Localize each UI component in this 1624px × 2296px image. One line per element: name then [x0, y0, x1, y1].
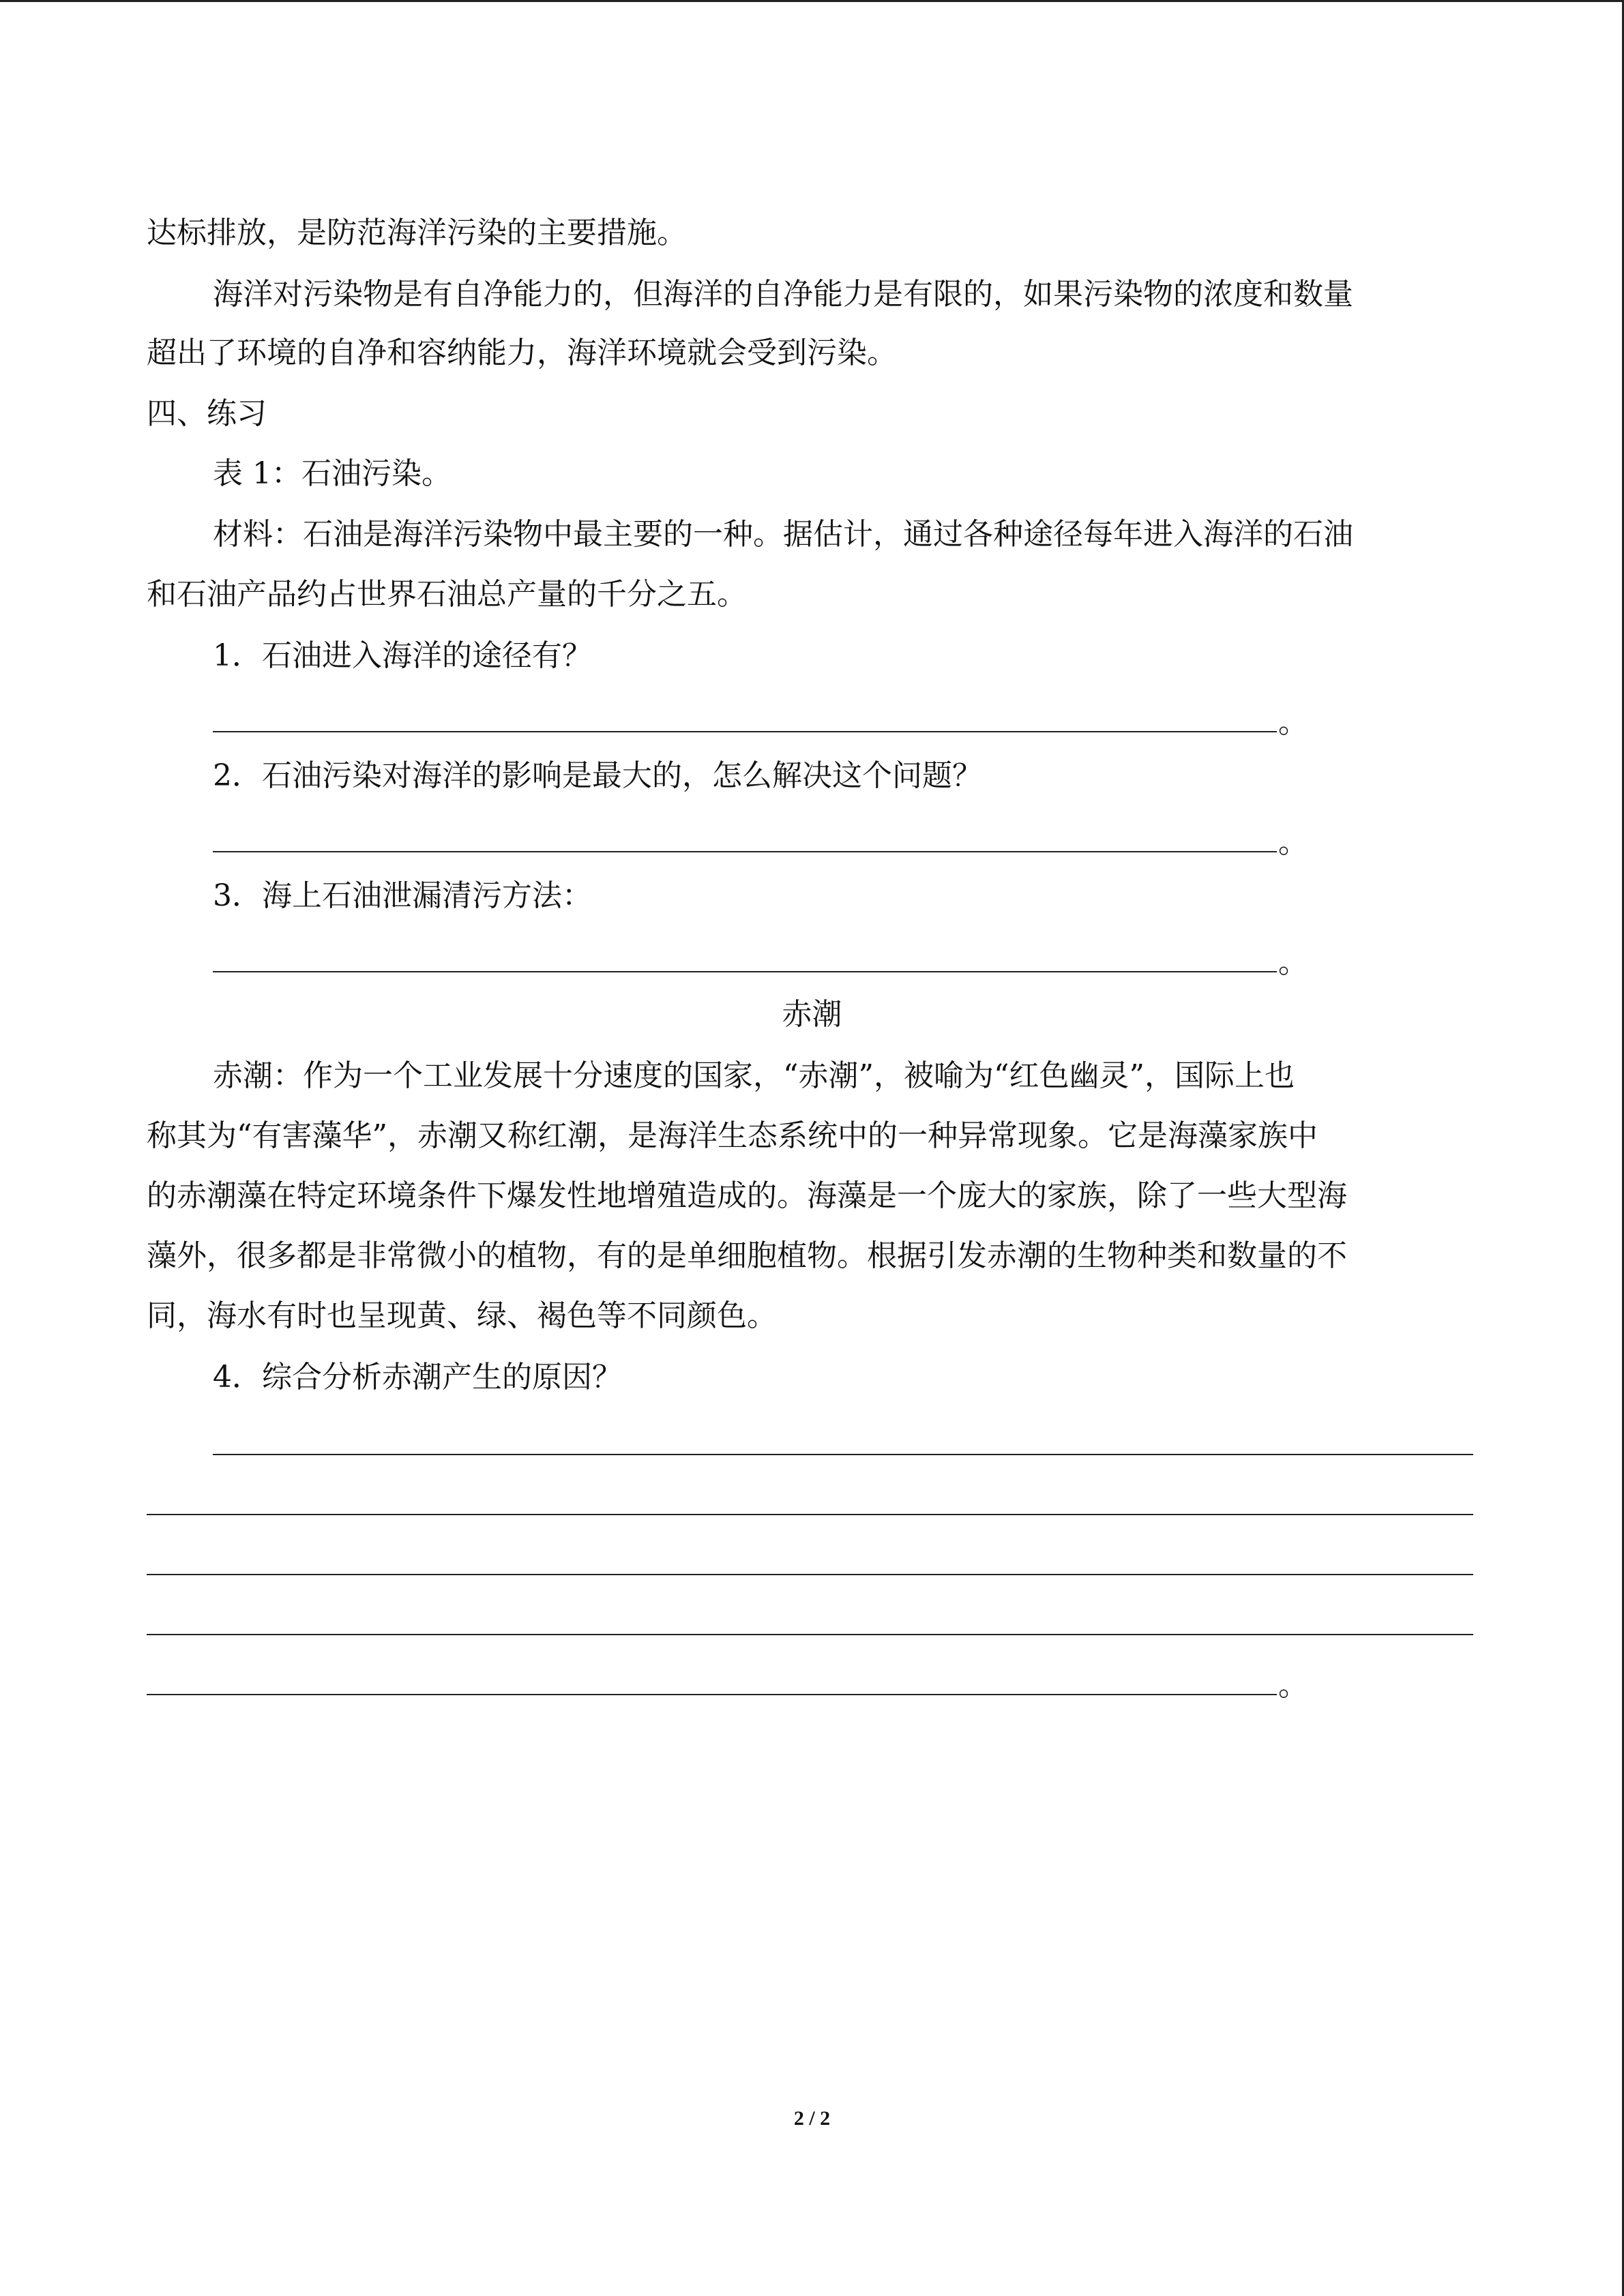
answer-line-2[interactable]: [213, 851, 1277, 852]
page-number: 2 / 2: [793, 2107, 831, 2130]
paragraph-line: 海洋对污染物是有自净能力的，但海洋的自净能力是有限的，如果污染物的浓度和数量: [213, 277, 1353, 312]
paragraph-line: 超出了环境的自净和容纳能力，海洋环境就会受到污染。: [147, 336, 897, 370]
paragraph-line: 同，海水有时也呈现黄、绿、褐色等不同颜色。: [147, 1298, 777, 1333]
paragraph-line: 和石油产品约占世界石油总产量的千分之五。: [147, 577, 747, 612]
answer-period: 。: [1278, 825, 1308, 860]
paragraph-line: 藻外，很多都是非常微小的植物，有的是单细胞植物。根据引发赤潮的生物种类和数量的不: [147, 1238, 1347, 1273]
table-caption: 表 1：石油污染。: [213, 456, 452, 491]
answer-line-3[interactable]: [213, 971, 1277, 972]
section-heading: 四、练习: [147, 396, 267, 431]
section-title: 赤潮: [782, 997, 842, 1032]
paragraph-line: 达标排放，是防范海洋污染的主要措施。: [147, 215, 687, 250]
paragraph-line: 的赤潮藻在特定环境条件下爆发性地增殖造成的。海藻是一个庞大的家族，除了一些大型海: [147, 1178, 1347, 1213]
question-4: 4．综合分析赤潮产生的原因？: [213, 1360, 622, 1395]
paragraph-line: 材料：石油是海洋污染物中最主要的一种。据估计，通过各种途径每年进入海洋的石油: [213, 517, 1353, 552]
paragraph-line: 赤潮：作为一个工业发展十分速度的国家，“赤潮”，被喻为“红色幽灵”，国际上也: [213, 1058, 1295, 1093]
answer-line-4a[interactable]: [213, 1454, 1473, 1455]
paragraph-line: 称其为“有害藻华”，赤潮又称红潮，是海洋生态系统中的一种异常现象。它是海藻家族中: [147, 1118, 1318, 1153]
answer-line-4b[interactable]: [147, 1514, 1473, 1515]
answer-period: 。: [1278, 945, 1308, 980]
question-1: 1．石油进入海洋的途径有？: [213, 638, 592, 673]
question-2: 2．石油污染对海洋的影响是最大的，怎么解决这个问题？: [213, 758, 982, 793]
answer-period: 。: [1278, 1668, 1308, 1703]
answer-line-4e[interactable]: [147, 1694, 1277, 1695]
answer-period: 。: [1278, 705, 1308, 740]
top-border: [0, 0, 1624, 2]
answer-line-4c[interactable]: [147, 1574, 1473, 1575]
answer-line-4d[interactable]: [147, 1634, 1473, 1635]
question-3: 3．海上石油泄漏清污方法：: [213, 878, 592, 913]
answer-line-1[interactable]: [213, 731, 1277, 732]
